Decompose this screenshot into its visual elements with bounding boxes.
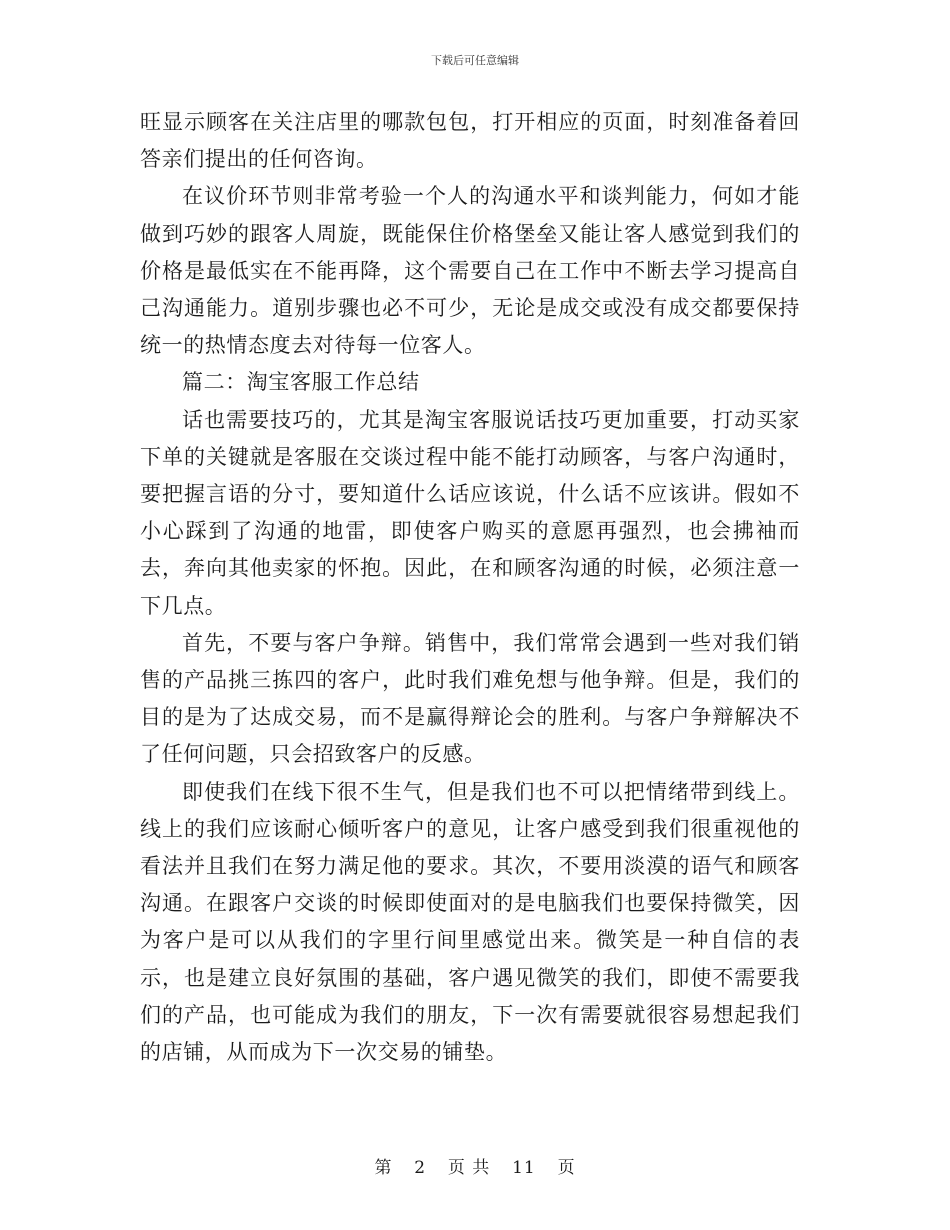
paragraph: 即使我们在线下很不生气，但是我们也不可以把情绪带到线上。线上的我们应该耐心倾听客户的意见，让客户感受到我们很重视他的看法并且我们在努力满足他的要求。其次，不要用淡漠的语气和顾客沟通。在跟客户交谈的时候即使面对的是电脑我们也要保持微笑，因为客户是可以从我们的字里行间里感觉出来。微笑是一种自信的表示，也是建立良好氛围的基础，客户遇见微笑的我们，即使不需要我们的产品，也可能成为我们的朋友，下一次有需要就很容易想起我们的店铺，从而成为下一次交易的铺垫。 (140, 779, 800, 1065)
footer-suffix: 页 (557, 1158, 576, 1178)
paragraph: 在议价环节则非常考验一个人的沟通水平和谈判能力，何如才能做到巧妙的跟客人周旋，既能保住价格堡垒又能让客人感觉到我们的价格是最低实在不能再降，这个需要自己在工作中不断去学习提高自己沟通能力。道别步骤也必不可少，无论是成交或没有成交都要保持统一的热情态度去对待每一位客人。 (140, 184, 800, 358)
section-heading: 篇二：淘宝客服工作总结 (182, 370, 420, 395)
paragraph: 首先，不要与客户争辩。销售中，我们常常会遇到一些对我们销售的产品挑三拣四的客户，此时我们难免想与他争辩。但是，我们的目的是为了达成交易，而不是赢得辩论会的胜利。与客户争辩解决不了任何问题，只会招致客户的反感。 (140, 630, 800, 767)
footer-middle: 页 共 (447, 1158, 491, 1178)
footer-prefix: 第 (374, 1158, 393, 1178)
page-number-footer (0, 1153, 950, 1178)
paragraph: 旺显示顾客在关注店里的哪款包包，打开相应的页面，时刻准备着回答亲们提出的任何咨询。 (140, 110, 800, 172)
total-pages-number: 11 (512, 1158, 536, 1178)
document-body (140, 104, 800, 1071)
paragraph: 话也需要技巧的，尤其是淘宝客服说话技巧更加重要，打动买家下单的关键就是客服在交谈过程中能不能打动顾客，与客户沟通时，要把握言语的分寸，要知道什么话应该说，什么话不应该讲。假如不小心踩到了沟通的地雷，即使客户购买的意愿再强烈，也会拂袖而去，奔向其他卖家的怀抱。因此，在和顾客沟通的时候，必须注意一下几点。 (140, 407, 800, 618)
current-page-number: 2 (414, 1158, 427, 1178)
header-note: 下载后可任意编辑 (431, 54, 519, 67)
